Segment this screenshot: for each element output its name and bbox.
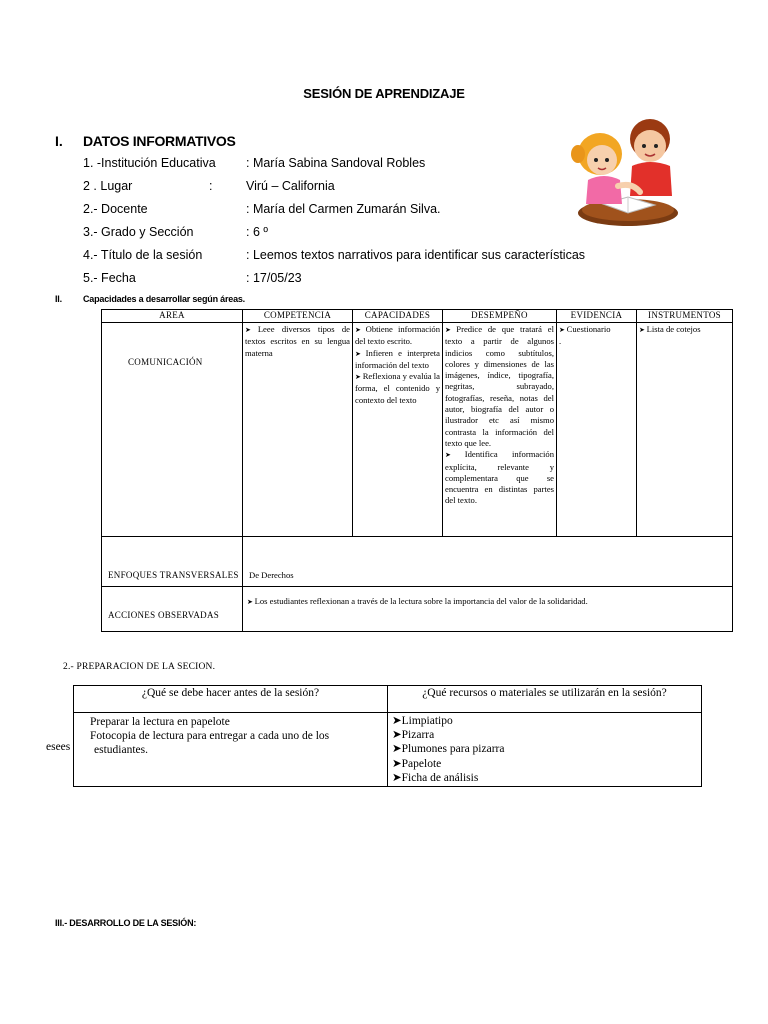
list-item bbox=[355, 371, 440, 406]
info-value: : 6 º bbox=[246, 225, 268, 239]
info-label: 5.- Fecha bbox=[83, 271, 136, 285]
arrow-bullet-icon: ➤ bbox=[392, 715, 402, 727]
info-value: : 17/05/23 bbox=[246, 271, 302, 285]
info-row-grado bbox=[83, 225, 268, 243]
info-row-lugar bbox=[83, 179, 335, 197]
evidencia-cell bbox=[557, 323, 637, 537]
arrow-bullet-icon: ➤ bbox=[355, 349, 366, 358]
section2-number: II. bbox=[55, 294, 62, 304]
page-title: SESIÓN DE APRENDIZAJE bbox=[303, 86, 465, 101]
instrumentos-text: Lista de cotejos bbox=[646, 324, 701, 334]
capacidades-cell bbox=[353, 323, 443, 537]
info-label: 3.- Grado y Sección bbox=[83, 225, 194, 239]
table-row-acciones bbox=[102, 587, 733, 632]
header-desempeno: DESEMPEÑO bbox=[443, 310, 557, 323]
info-row-docente bbox=[83, 202, 441, 220]
margin-text: esees bbox=[46, 741, 71, 753]
arrow-bullet-icon: ➤ bbox=[392, 771, 402, 784]
preparation-heading: 2.- PREPARACION DE LA SECION. bbox=[63, 662, 216, 672]
header-instrumentos: INSTRUMENTOS bbox=[637, 310, 733, 323]
info-value: : María del Carmen Zumarán Silva. bbox=[246, 202, 441, 216]
info-label: 2.- Docente bbox=[83, 202, 148, 216]
info-row-fecha bbox=[83, 271, 302, 289]
list-item: estudiantes. bbox=[94, 744, 148, 756]
preparation-table bbox=[73, 685, 702, 787]
desempeno-text: Predice de que tratará el texto a partir de algunos indicios como subtítulos, colores y dimensiones de las imágenes, índice, tipografía, negritas, subrayado, fotografías, reseña, notas del autor, biografía del autor o ilustrador etc así mismo contrasta la información del texto que lee. bbox=[445, 324, 554, 448]
instrumentos-cell bbox=[637, 323, 733, 537]
list-item bbox=[355, 348, 440, 372]
list-item: ➤Papelote bbox=[392, 757, 442, 770]
info-row-institucion bbox=[83, 156, 426, 174]
info-value: : María Sabina Sandoval Robles bbox=[246, 156, 426, 170]
arrow-bullet-icon: ➤ bbox=[445, 451, 465, 460]
section1-heading: DATOS INFORMATIVOS bbox=[83, 133, 236, 149]
arrow-bullet-icon: ➤ bbox=[392, 729, 402, 742]
evidencia-extra: . bbox=[559, 336, 562, 347]
capacidad-text: Reflexiona y evalúa la forma, el contenido y contexto del texto bbox=[355, 371, 440, 405]
header-evidencia: EVIDENCIA bbox=[557, 310, 637, 323]
competencia-cell bbox=[243, 323, 353, 537]
info-label: 1. -Institución Educativa bbox=[83, 156, 216, 170]
section1-number: I. bbox=[55, 133, 63, 149]
arrow-bullet-icon: ➤ bbox=[559, 326, 567, 334]
desempeno-cell bbox=[443, 323, 557, 537]
arrow-bullet-icon: ➤ bbox=[355, 373, 363, 382]
list-item: Preparar la lectura en papelote bbox=[90, 716, 230, 728]
acciones-label: ACCIONES OBSERVADAS bbox=[102, 587, 243, 632]
arrow-bullet-icon: ➤ bbox=[392, 743, 402, 756]
section3-heading: III.- DESARROLLO DE LA SESIÓN: bbox=[55, 918, 197, 928]
list-item: ➤Plumones para pizarra bbox=[392, 743, 505, 756]
header-capacidades: CAPACIDADES bbox=[353, 310, 443, 323]
enfoques-value: De Derechos bbox=[243, 537, 733, 587]
list-item: Fotocopia de lectura para entregar a cada uno de los bbox=[90, 730, 330, 742]
capacidad-text: Infieren e interpreta información del texto bbox=[355, 347, 440, 370]
enfoques-label: ENFOQUES TRANSVERSALES bbox=[102, 537, 243, 587]
info-label: 4.- Título de la sesión bbox=[83, 248, 203, 262]
info-row-titulo bbox=[83, 248, 586, 266]
table-header-row bbox=[102, 310, 733, 323]
prep-materials-cell bbox=[388, 713, 702, 787]
section2-heading: Capacidades a desarrollar según áreas. bbox=[83, 294, 245, 304]
info-value: : Leemos textos narrativos para identificar sus características bbox=[246, 248, 586, 262]
list-item: ➤Limpiatipo bbox=[392, 715, 453, 727]
children-reading-illustration bbox=[570, 112, 682, 227]
list-item: ➤Ficha de análisis bbox=[392, 771, 479, 784]
arrow-bullet-icon: ➤ bbox=[355, 326, 366, 334]
list-item: ➤Pizarra bbox=[392, 729, 435, 742]
acciones-text: Los estudiantes reflexionan a través de la lectura sobre la importancia del valor de la solidaridad. bbox=[254, 596, 588, 606]
arrow-bullet-icon: ➤ bbox=[245, 326, 258, 334]
info-colon: : bbox=[209, 179, 213, 193]
header-competencia: COMPETENCIA bbox=[243, 310, 353, 323]
capacidades-table bbox=[101, 309, 733, 632]
prep-header-materials: ¿Qué recursos o materiales se utilizarán en la sesión? bbox=[388, 686, 702, 713]
arrow-bullet-icon: ➤ bbox=[639, 326, 647, 334]
acciones-cell bbox=[243, 587, 733, 632]
header-area: AREA bbox=[102, 310, 243, 323]
list-item bbox=[445, 324, 554, 449]
desempeno-text: Identifica información explícita, relevante y complementara que se encuentra en distintas partes del texto. bbox=[445, 449, 554, 506]
arrow-bullet-icon: ➤ bbox=[445, 326, 457, 334]
table-header-row bbox=[74, 686, 702, 713]
list-item bbox=[355, 324, 440, 348]
evidencia-text: Cuestionario bbox=[566, 324, 611, 334]
info-value: Virú – California bbox=[246, 179, 335, 193]
prep-header-before: ¿Qué se debe hacer antes de la sesión? bbox=[74, 686, 388, 713]
list-item bbox=[445, 449, 554, 506]
info-label: 2 . Lugar bbox=[83, 179, 133, 193]
capacidad-text: Obtiene información del texto escrito. bbox=[355, 324, 440, 347]
table-row bbox=[74, 713, 702, 787]
prep-before-cell bbox=[74, 713, 388, 787]
table-row-enfoques bbox=[102, 537, 733, 587]
arrow-bullet-icon: ➤ bbox=[247, 598, 255, 606]
arrow-bullet-icon: ➤ bbox=[392, 757, 402, 770]
competencia-text: Leee diversos tipos de textos escritos en su lengua materna bbox=[245, 324, 350, 358]
area-cell: COMUNICACIÓN bbox=[102, 323, 243, 537]
section2-heading-row bbox=[55, 294, 245, 304]
table-row-comunicacion bbox=[102, 323, 733, 537]
